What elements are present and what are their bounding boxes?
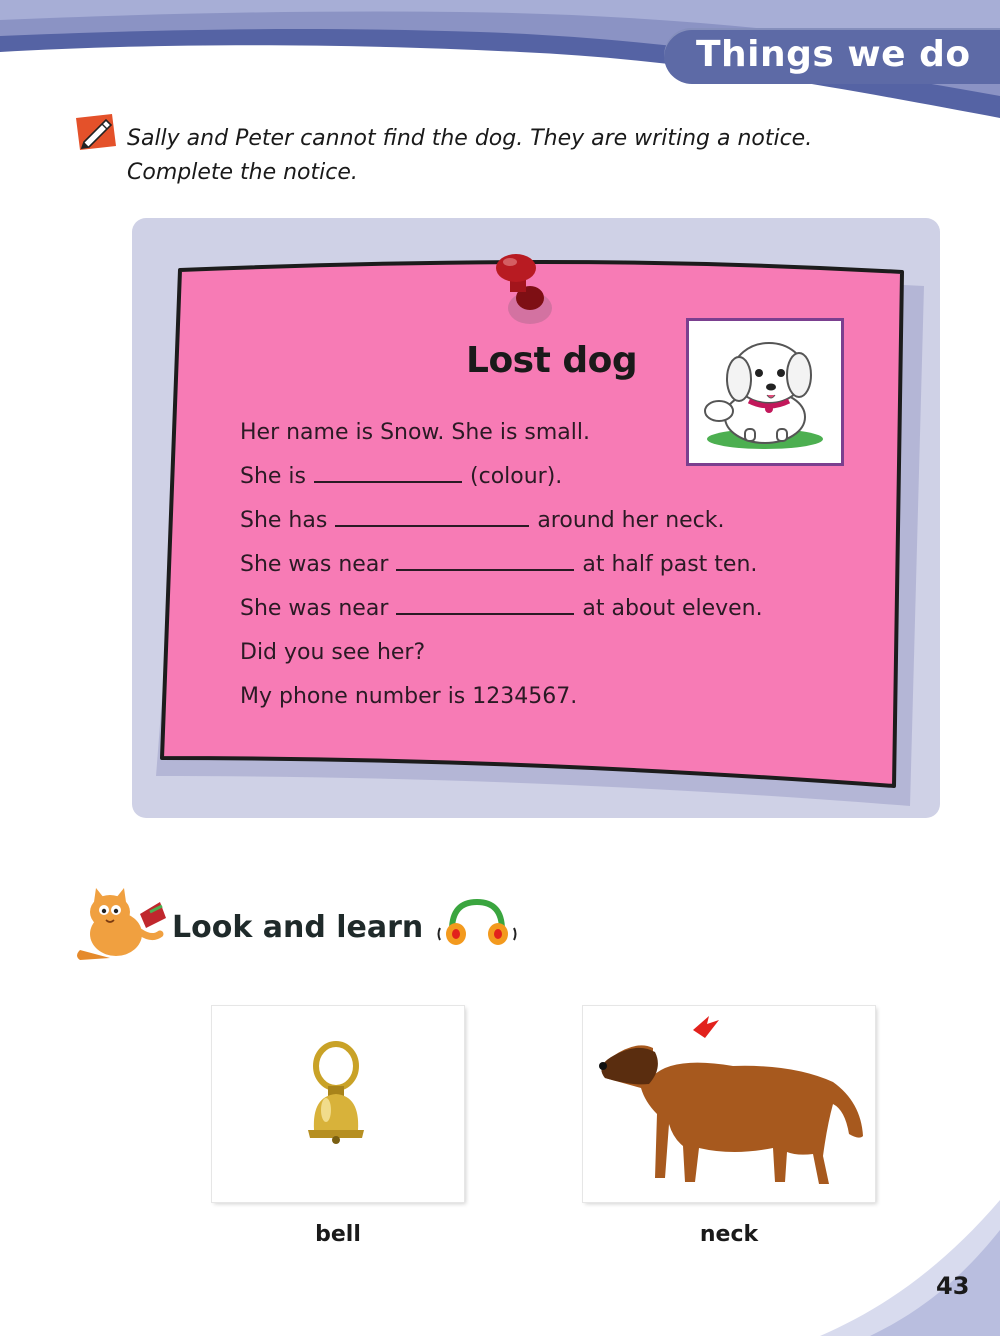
- section-title-tab: [664, 28, 1000, 84]
- look-and-learn-title: Look and learn: [172, 910, 424, 945]
- bell-caption: bell: [315, 1222, 361, 1247]
- cat-reading-icon: [70, 884, 174, 964]
- headphones-audio-icon[interactable]: [436, 896, 518, 948]
- notice-line-text: Did you see her?: [240, 640, 426, 665]
- notice-line-suffix: (colour).: [470, 464, 563, 489]
- instruction-line-1: Sally and Peter cannot find the dog. They are writing a notice.: [127, 126, 813, 151]
- notice-line-prefix: She is: [240, 464, 307, 489]
- notice-line-question: [240, 638, 425, 668]
- notice-line-suffix: at about eleven.: [582, 596, 763, 621]
- notice-line-text: Her name is Snow. She is small.: [240, 420, 590, 445]
- notice-line-phone: [240, 682, 577, 712]
- bell-icon: [212, 1006, 464, 1202]
- bell-picture-card: [212, 1006, 464, 1202]
- notice-line-half-past-ten: [240, 550, 757, 580]
- page-number: 43: [936, 1272, 970, 1300]
- white-dog-illustration: [686, 318, 844, 466]
- notice-line-eleven: [240, 594, 763, 624]
- notice-line-neck: [240, 506, 725, 536]
- pushpin-icon: [488, 246, 560, 330]
- notice-line-prefix: She has: [240, 508, 328, 533]
- answer-blank-place-2[interactable]: [396, 595, 574, 615]
- dog-neck-picture-card: [583, 1006, 875, 1202]
- notice-line-text: My phone number is 1234567.: [240, 684, 578, 709]
- answer-blank-neck[interactable]: [335, 507, 529, 527]
- section-title: Things we do: [696, 34, 971, 75]
- footer-swoosh: [760, 1200, 1000, 1336]
- notice-line-prefix: She was near: [240, 596, 389, 621]
- notice-line-prefix: She was near: [240, 552, 389, 577]
- answer-blank-colour[interactable]: [314, 463, 462, 483]
- notice-line-colour: [240, 462, 562, 492]
- notice-line-suffix: around her neck.: [537, 508, 725, 533]
- notice-title: Lost dog: [466, 340, 638, 381]
- dog-photo: [583, 1006, 875, 1202]
- answer-blank-place-1[interactable]: [396, 551, 574, 571]
- instruction-text: [127, 122, 947, 190]
- notice-line-suffix: at half past ten.: [582, 552, 758, 577]
- instruction-line-2: Complete the notice.: [127, 160, 358, 185]
- neck-caption: neck: [699, 1222, 759, 1247]
- notice-line-name: [240, 418, 590, 448]
- pencil-icon: [72, 112, 120, 152]
